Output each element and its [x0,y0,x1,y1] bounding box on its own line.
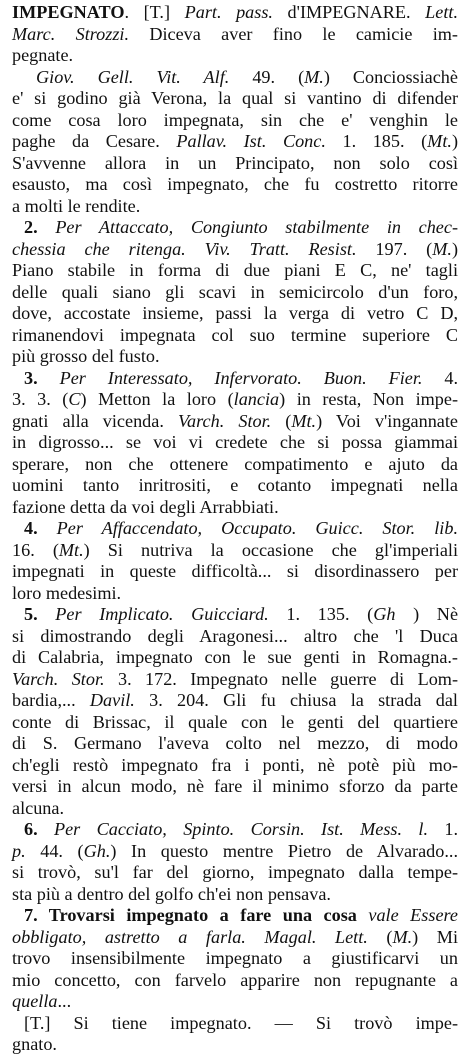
text-run: gnato. [12,1034,57,1054]
text-run: IMPEGNARE [299,2,407,22]
text-line [12,841,458,863]
text-line [12,991,458,1013]
text-line [12,733,458,755]
text-line [12,24,458,46]
text-run: S'avvenne allora in un Principato, non solo così [12,152,458,173]
text-run: sta più a dentro del golfo ch'ei non pensava. [12,883,331,904]
text-line [12,110,458,132]
text-run: ) [451,131,458,151]
text-run: esausto, ma così impegnato, che fu costretto ritorre [12,174,458,194]
text-line [12,217,458,239]
text-run: 16. ( [12,539,59,560]
text-run: . [406,2,426,22]
text-run: chessia che ritenga. Viv. Tratt. Resist. [12,238,357,259]
text-run: ( [367,926,393,947]
text-run: conte di Brissac, il quale con le genti del quartiere [12,711,458,732]
text-line [12,690,458,712]
text-line [12,948,458,970]
text-line [12,45,458,67]
text-run: . [T.] [124,2,185,22]
text-run: IMPEGNATO [12,2,125,22]
text-line [12,647,458,669]
text-line [12,454,458,476]
text-run: paghe da Cesare. [12,131,177,151]
text-run: di Calabria, impegnato con le sue genti in Romagna.- [12,647,458,667]
text-run: bardia,... [12,690,90,710]
text-run: Part. pass. [184,2,273,22]
text-run: Per Interessato, Infervorato. Buon. Fier. [59,367,423,388]
text-run: Per Implicato. Guicciard. [55,604,269,624]
text-run: Piano stabile in forma di due piani E C, ne' tagli [12,260,458,280]
text-line [12,153,458,175]
text-line [12,239,458,261]
text-line [12,282,458,304]
text-line [12,561,458,583]
text-run: dove, accostate insieme, passi la verga di vetro C D, [12,303,458,323]
text-run: 44. ( [25,840,84,861]
text-line [12,2,458,24]
text-line [12,518,458,540]
text-run: ... [57,991,72,1011]
text-run: M. [304,66,324,87]
text-run: si trovò, su'l far del giorno, impegnato dalla tempe- [12,862,458,882]
text-run: 1. [428,819,458,839]
text-run: Pallav. Ist. Conc. [176,131,326,151]
text-run: C [68,389,81,409]
text-line [12,346,458,368]
text-line [12,583,458,605]
text-line [12,303,458,325]
text-run: obbligato, astretto a farla. Magal. Lett. [12,926,368,947]
text-run: 5. [24,604,56,624]
text-line [12,67,458,89]
text-run: mio concetto, con farvelo apparire non repugnante a [12,969,458,990]
text-run: lancia [233,389,280,409]
text-run: loro medesimi. [12,582,122,603]
text-line [12,368,458,390]
text-run: p. [12,840,26,861]
text-run: Mt. [58,539,84,560]
text-run: 4. [24,518,57,538]
text-run: impegnati in queste difficoltà... si disordinassero per [12,561,458,581]
text-run: 2. [24,217,56,237]
text-run: Mt. [427,131,452,151]
text-run: M. [432,238,452,259]
text-line [12,540,458,562]
text-run: alcuna. [12,797,65,818]
text-line [12,131,458,153]
text-run: 197. ( [356,238,433,259]
text-run: ) in resta, Non impe- [279,389,459,409]
text-line [12,325,458,347]
text-line [12,626,458,648]
text-line [12,411,458,433]
text-line [12,970,458,992]
text-run: fazione detta da voi degli Arrabbiati. [12,496,279,517]
text-run: Per Attaccato, Congiunto stabilmente in chec- [55,217,458,237]
text-run: [T.] Si tiene impegnato. — Si trovò impe- [24,1012,458,1033]
text-run: ) Mi [412,926,459,947]
text-line [12,776,458,798]
text-run: 3. 172. Impegnato nelle guerre di Lom- [104,668,458,689]
text-run: come cosa loro impegnata, sin che e' venghin le [12,109,458,130]
text-line [12,755,458,777]
text-run: sperare, non che ottenere compatimento e ajuto da [12,453,458,474]
text-run: Gh. [83,840,111,861]
text-run: trovo insensibilmente impegnato a giustificarvi un [12,948,458,968]
text-line [12,1034,458,1056]
text-line [12,927,458,949]
text-run: Davil. [89,690,135,710]
text-run: versi in alcun modo, nè fare il minimo sforzo da parte [12,776,458,796]
text-run: Varch. Stor. [177,410,272,431]
text-run: 3. 3. ( [12,389,69,409]
text-run: Varch. Stor. [12,668,105,689]
text-run: ) Voi v'ingannate [316,410,459,431]
text-run: si dimostrando degli Aragonesi... altro che 'l Duca [12,625,458,646]
text-run: a molti le rendite. [12,195,141,216]
text-line [12,88,458,110]
text-line [12,475,458,497]
text-line [12,669,458,691]
text-run: pegnate. [12,45,74,65]
text-run: più grosso del fusto. [12,346,160,366]
text-run: e' si godino già Verona, la qual si vantino di difender [12,88,458,108]
text-line [12,497,458,519]
text-line [12,389,458,411]
text-line [12,432,458,454]
text-run: ) Conciossiachè [323,66,458,87]
text-line [12,174,458,196]
text-run: ) Si nutriva la occasione che gl'imperiali [83,539,458,560]
text-run: d' [272,2,300,22]
text-run: 1. 135. ( [268,604,374,624]
text-run: ) [451,238,458,259]
text-run: Per Cacciato, Spinto. Corsin. Ist. Mess. l. [54,819,428,839]
text-line [12,884,458,906]
text-run: Mt. [291,410,317,431]
text-run: 3. 204. Gli fu chiusa la strada dal [134,690,458,710]
text-run: Marc. Strozzi. [12,23,129,44]
text-run: 49. ( [229,66,305,87]
text-run: uomini tanto inritrositi, e cotanto impegnati nella [12,475,458,495]
text-run: 7. Trovarsi impegnato a fare una cosa [24,905,369,925]
text-run: 6. [24,819,54,839]
text-run: 3. [24,367,60,388]
text-run: di S. Germano l'aveva colto nel mezzo, di modo [12,733,458,753]
text-run: ) Nè [395,604,459,624]
text-run: Gh [373,604,396,624]
text-run: gnati alla vicenda. [12,410,178,431]
text-run: rimanendovi impegnata col suo termine superiore C [12,324,458,345]
text-run: 4. [422,367,459,388]
text-line [12,905,458,927]
text-run: ) Metton la loro ( [80,389,234,409]
text-line [12,819,458,841]
text-run: ) In questo mentre Pietro de Alvarado... [110,840,458,861]
text-run: Giov. Gell. Vit. Alf. [36,66,230,87]
text-run: Per Affaccendato, Occupato. Guicc. Stor. lib. [56,518,458,538]
dictionary-entry-impegnato [12,2,458,1056]
text-run: delle quali siano gli scavi in semicircolo d'un foro, [12,281,458,302]
text-line [12,260,458,282]
text-run: vale Essere [368,905,458,925]
text-run: quella [12,991,58,1011]
text-line [12,604,458,626]
text-run: Diceva aver fino le camicie im- [129,23,458,44]
text-line [12,712,458,734]
text-line [12,196,458,218]
text-line [12,798,458,820]
text-run: Lett. [425,2,459,22]
text-line [12,862,458,884]
text-run: ( [271,410,292,431]
text-line [12,1013,458,1035]
text-run: in digrosso... se voi vi credete che si possa giammai [12,432,458,452]
text-run: ch'egli restò impegnato fra i ponti, nè potè più mo- [12,754,458,775]
text-run: M. [392,926,413,947]
text-run: 1. 185. ( [325,131,428,151]
